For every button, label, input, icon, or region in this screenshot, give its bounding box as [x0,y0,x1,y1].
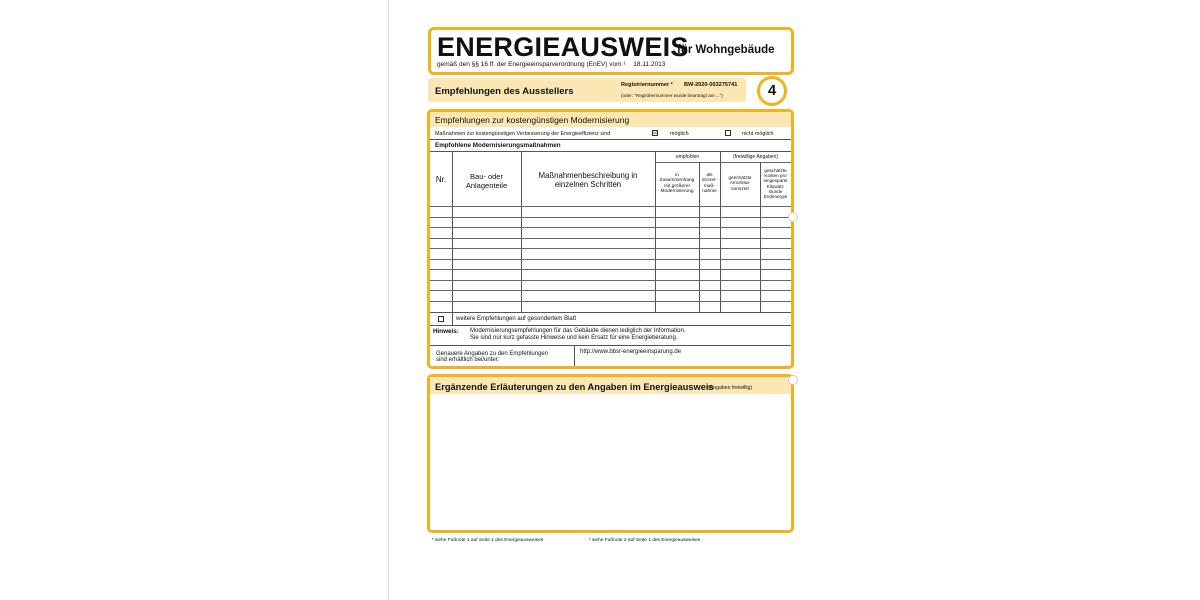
registration-number: BW-2020-003275741 [684,82,738,88]
table-row-line [430,217,791,218]
hint-row [430,325,791,346]
regulation-date: 18.11.2013 [633,61,666,68]
document-subtitle: für Wohngebäude [677,44,775,56]
recommended-heading-row [430,140,791,152]
hint-line1: Modernisierungsempfehlungen für das Gebäude dienen lediglich der Information. [470,328,686,334]
table-row-line [430,290,791,291]
issuer-title: Empfehlungen des Ausstellers [435,86,574,97]
table-row-line [430,248,791,249]
col-part-line1: Bau- oder [470,172,503,181]
punch-hole [788,212,798,222]
col-single-header: als Einzel- maß- nahme [702,173,717,195]
col-amort-header: geschätzte Amortisa- tionszeit [728,176,752,192]
col-desc-header [521,171,655,189]
col-nr-header: Nr. [435,175,447,184]
table-row-line [430,269,791,270]
registration-label: Registriernummer ² [621,82,673,88]
col-desc-line2: einzelnen Schritten [554,180,622,189]
regulation-line [437,61,665,68]
measures-table [430,152,791,312]
recommended-heading: Empfohlene Modernisierungsmaßnahmen [435,142,561,149]
details-url[interactable]: http://www.bbsr-energieeinsparung.de [580,349,682,355]
section-title: Empfehlungen zur kostengünstigen Modernisierung [435,115,630,125]
supplement-title-bar [430,377,791,394]
more-recommendations-checkbox[interactable] [438,316,444,322]
group-recommended-header: empfohlen [675,154,700,160]
col-costs-header: geschätzte Kosten pro eingesparte Kilowatt- stunde Endenergie [763,168,788,200]
table-row-line [430,227,791,228]
footnote-2: ² siehe Fußnote 2 auf Seite 1 des Energieausweises [589,538,701,543]
col-desc-line1: Maßnahmenbeschreibung in [538,171,638,180]
possible-checkbox[interactable]: ☑ [653,130,658,136]
section-title-bar [430,112,791,127]
document-title: ENERGIEAUSWEIS [437,32,689,62]
registration-note: (oder: "Registriernummer wurde beantragt am ...") [621,93,723,98]
issuer-band [428,78,746,102]
table-row-line [430,280,791,281]
measures-row [430,128,791,140]
col-part-header [452,172,521,190]
punch-hole [788,375,798,385]
not-possible-checkbox[interactable] [725,130,731,136]
table-row-line [430,259,791,260]
recommendations-box [427,109,794,369]
not-possible-label: nicht möglich [742,131,774,137]
page-number-badge: 4 [757,76,787,106]
group-optional-header: (freiwillige Angaben) [732,154,779,160]
col-context-header: in Zusammenhang mit größerer Modernisierung [659,173,695,195]
supplement-box [427,374,794,533]
table-divider [452,313,453,325]
details-line2: sind erhältlich bei/unter: [436,357,500,363]
more-recommendations-label: weitere Empfehlungen auf gesondertem Blatt [456,316,577,322]
supplement-title: Ergänzende Erläuterungen zu den Angaben im Energieausweis [435,382,714,392]
details-line1: Genauere Angaben zu den Empfehlungen [436,351,549,357]
table-row-line [430,301,791,302]
supplement-note: (Angaben freiwillig) [708,385,753,391]
more-recommendations-row [430,312,791,326]
details-divider [574,346,575,366]
table-header-bottom [430,206,791,207]
hint-label: Hinweis: [433,328,459,335]
measures-text: Maßnahmen zur kostengünstigen Verbesserung der Energieeffizienz sind [435,131,611,137]
details-row [430,346,791,366]
footnote-1: ¹ siehe Fußnote 1 auf Seite 1 des Energieausweises [432,538,544,543]
table-divider [655,162,791,163]
possible-label: möglich [670,131,689,137]
table-row-line [430,238,791,239]
regulation-text: gemäß den §§ 16 ff. der Energieeinsparverordnung (EnEV) vom ¹ [437,61,626,68]
header-box [428,27,794,75]
hint-line2: Sie sind nur kurz gefasste Hinweise und kein Ersatz für eine Energieberatung. [470,335,678,341]
col-part-line2: Anlagenteile [465,181,508,190]
